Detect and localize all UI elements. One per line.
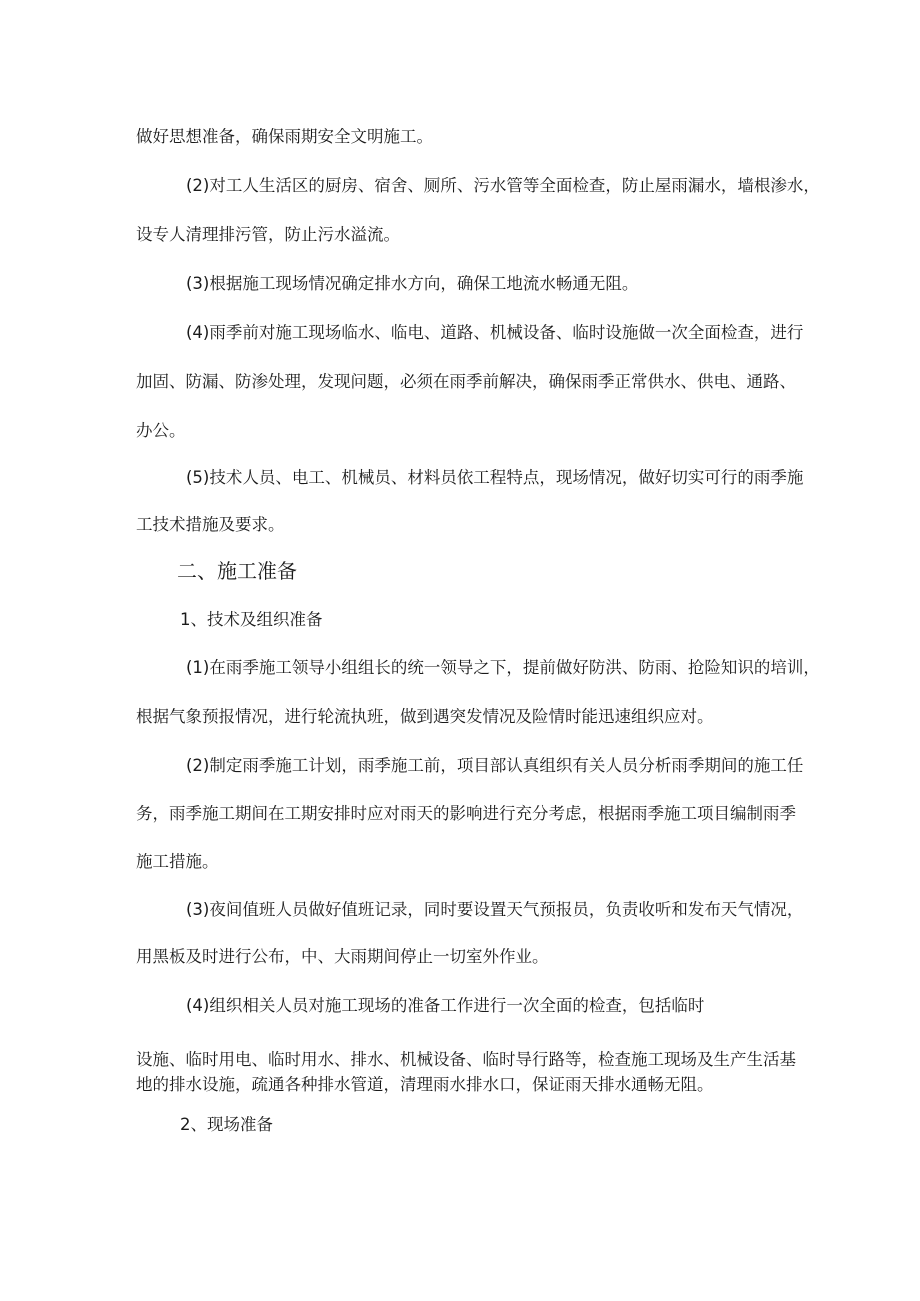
- text-line: (2)制定雨季施工计划，雨季施工前，项目部认真组织有关人员分析雨季期间的施工任: [186, 756, 804, 775]
- text-line: 工技术措施及要求。: [136, 515, 285, 534]
- text-line: (1)在雨季施工领导小组组长的统一领导之下，提前做好防洪、防雨、抢险知识的培训，: [186, 658, 820, 677]
- text-line: 办公。: [136, 421, 186, 440]
- text-line: (5)技术人员、电工、机械员、材料员依工程特点，现场情况，做好切实可行的雨季施: [186, 468, 804, 487]
- section-heading: 二、施工准备: [177, 559, 297, 583]
- text-line: 加固、防漏、防渗处理，发现问题，必须在雨季前解决，确保雨季正常供水、供电、通路、: [136, 372, 796, 391]
- text-line: (2)对工人生活区的厨房、宿舍、厕所、污水管等全面检查，防止屋雨漏水，墙根渗水，: [186, 176, 820, 195]
- text-line: 务，雨季施工期间在工期安排时应对雨天的影响进行充分考虑，根据雨季施工项目编制雨季: [136, 804, 796, 823]
- text-line: (3)夜间值班人员做好值班记录，同时要设置天气预报员，负责收听和发布天气情况，: [186, 900, 804, 919]
- text-line: 地的排水设施，疏通各种排水管道，清理雨水排水口，保证雨天排水通畅无阻。: [136, 1075, 714, 1094]
- text-line: (4)雨季前对施工现场临水、临电、道路、机械设备、临时设施做一次全面检查，进行: [186, 323, 804, 342]
- text-line: 施工措施。: [136, 852, 219, 871]
- text-line: 用黑板及时进行公布，中、大雨期间停止一切室外作业。: [136, 947, 549, 966]
- text-line: 设专人清理排污管，防止污水溢流。: [136, 225, 400, 244]
- text-line: (3)根据施工现场情况确定排水方向，确保工地流水畅通无阻。: [186, 274, 639, 293]
- text-line: 做好思想准备，确保雨期安全文明施工。: [136, 127, 433, 146]
- subsection-heading: 2、现场准备: [180, 1115, 273, 1134]
- text-line: 根据气象预报情况，进行轮流执班，做到遇突发情况及险情时能迅速组织应对。: [136, 707, 714, 726]
- text-line: 设施、临时用电、临时用水、排水、机械设备、临时导行路等，检查施工现场及生产生活基: [136, 1050, 796, 1069]
- text-line: (4)组织相关人员对施工现场的准备工作进行一次全面的检查，包括临时: [186, 996, 705, 1015]
- subsection-heading: 1、技术及组织准备: [180, 610, 323, 629]
